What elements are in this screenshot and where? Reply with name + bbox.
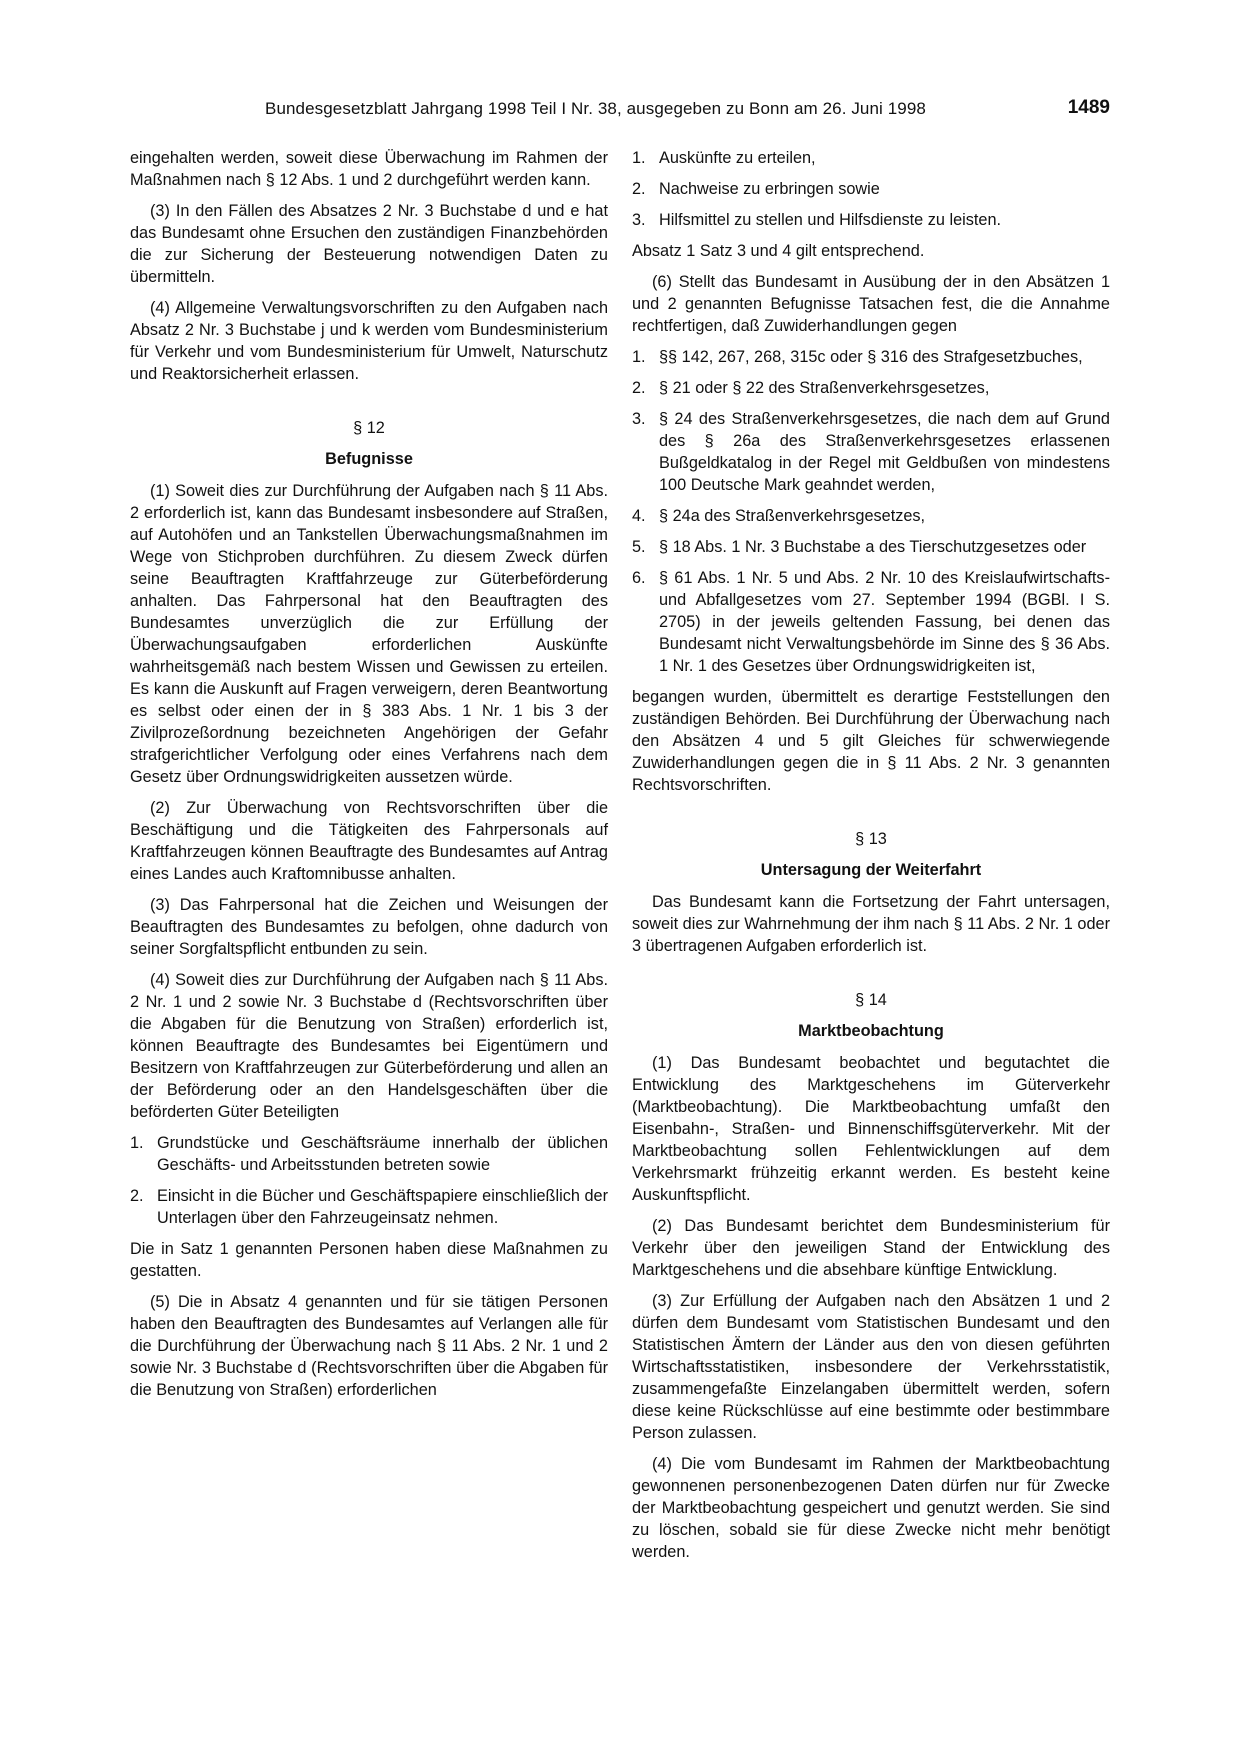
paragraph-13: Das Bundesamt kann die Fortsetzung der Fahrt untersagen, soweit dies zur Wahrnehmung der ihm nach § 11 Abs. 2 Nr. 1 oder 3 übertragenen Aufgaben erforderlich ist. <box>632 893 1110 955</box>
page-number: 1489 <box>1067 97 1110 118</box>
list-item-number: 1. <box>130 1134 144 1152</box>
paragraph-14-1: (1) Das Bundesamt beobachtet und begutachtet die Entwicklung des Marktgeschehens im Güterverkehr (Marktbeobachtung). Die Marktbeobachtung umfaßt den Eisenbahn-, Straßen- und Binnenschiffsgüterverkehr. Mit der Marktbeobachtung sollen Fehlentwicklungen auf dem Verkehrsmarkt frühzeitig erkannt werden. Es besteht keine Auskunftspflicht. <box>632 1054 1110 1204</box>
list-item <box>632 536 1110 558</box>
list-item-text: § 18 Abs. 1 Nr. 3 Buchstabe a des Tierschutzgesetzes oder <box>659 538 1087 556</box>
paragraph-14-2: (2) Das Bundesamt berichtet dem Bundesministerium für Verkehr über den jeweiligen Stand der Entwicklung des Marktgeschehens und die absehbare künftige Entwicklung. <box>632 1217 1110 1279</box>
list-item-text: § 61 Abs. 1 Nr. 5 und Abs. 2 Nr. 10 des Kreislaufwirtschafts- und Abfallgesetzes vom 27. September 1994 (BGBl. I S. 2705) in der jeweils geltenden Fassung, bei denen das Bundesamt nicht Verwaltungsbehörde im Sinne des § 36 Abs. 1 Nr. 1 des Gesetzes über Ordnungswidrigkeiten ist, <box>659 569 1110 675</box>
list-item-number: 6. <box>632 569 646 587</box>
list-item <box>130 1185 608 1229</box>
list-item-number: 5. <box>632 538 646 556</box>
list-item-text: Auskünfte zu erteilen, <box>659 149 816 167</box>
list-item-text: § 24 des Straßenverkehrsgesetzes, die nach dem auf Grund des § 26a des Straßenverkehrsgesetzes erlassenen Bußgeldkatalog in der Regel mit Geldbußen von mindestens 100 Deutsche Mark geahndet werden, <box>659 410 1110 494</box>
paragraph-12-4: (4) Soweit dies zur Durchführung der Aufgaben nach § 11 Abs. 2 Nr. 1 und 2 sowie Nr. 3 Buchstabe d (Rechtsvorschriften über die Abgaben für die Benutzung von Straßen) erforderlich ist, können Beauftragte des Bundesamtes bei Eigentümern und Besitzern von Kraftfahrzeugen zur Güterbeförderung und allen an der Beförderung oder an den Handelsgeschäften über die beförderten Güter Beteiligten <box>130 971 608 1121</box>
right-column <box>632 147 1110 1572</box>
paragraph-12-6-after: begangen wurden, übermittelt es derartige Feststellungen den zuständigen Behörden. Bei Durchführung der Überwachung nach den Absätzen 4 und 5 gilt Gleiches für schwerwiegende Zuwiderhandlungen gegen die in § 11 Abs. 2 Nr. 3 genannten Rechtsvorschriften. <box>632 688 1110 794</box>
section-13-title: Untersagung der Weiterfahrt <box>760 861 982 879</box>
paragraph-12-5-after: Absatz 1 Satz 3 und 4 gilt entsprechend. <box>632 242 925 260</box>
paragraph-12-1: (1) Soweit dies zur Durchführung der Aufgaben nach § 11 Abs. 2 erforderlich ist, kann das Bundesamt insbesondere auf Straßen, auf Autohöfen und an Tankstellen Überwachungsmaßnahmen im Wege von Stichproben durchführen. Zu diesem Zweck dürfen seine Beauftragten Kraftfahrzeuge zur Güterbeförderung anhalten. Das Fahrpersonal hat den Beauftragten des Bundesamtes unverzüglich die zur Erfüllung der Überwachungsaufgaben erforderlichen Auskünfte wahrheitsgemäß nach bestem Wissen und Gewissen zu erteilen. Es kann die Auskunft auf Fragen verweigern, deren Beantwortung es selbst oder einen der in § 383 Abs. 1 Nr. 1 bis 3 der Zivilprozeßordnung bezeichneten Angehörigen der Gefahr strafgerichtlicher Verfolgung oder eines Verfahrens nach dem Gesetz über Ordnungswidrigkeiten aussetzen würde. <box>130 482 608 786</box>
section-14-number: § 14 <box>855 991 887 1009</box>
paragraph-14-3: (3) Zur Erfüllung der Aufgaben nach den Absätzen 1 und 2 dürfen dem Bundesamt vom Statistischen Bundesamt und den Statistischen Ämtern der Länder aus den von diesen geführten Wirtschaftsstatistiken, insbesondere der Verkehrsstatistik, zusammengefaßte Einzelangaben übermittelt werden, sofern diese keine Rückschlüsse auf eine bestimmte oder bestimmbare Person zulassen. <box>632 1292 1110 1442</box>
list-item-number: 1. <box>632 149 646 167</box>
paragraph-12-6: (6) Stellt das Bundesamt in Ausübung der in den Absätzen 1 und 2 genannten Befugnisse Tatsachen fest, die die Annahme rechtfertigen, daß Zuwiderhandlungen gegen <box>632 273 1110 335</box>
list-item-text: § 21 oder § 22 des Straßenverkehrsgesetzes, <box>659 379 990 397</box>
list-item <box>130 1132 608 1176</box>
list-item-number: 3. <box>632 211 646 229</box>
list-item-text: Einsicht in die Bücher und Geschäftspapiere einschließlich der Unterlagen über den Fahrzeugeinsatz nehmen. <box>157 1187 608 1227</box>
list-item <box>632 178 1110 200</box>
list-item-number: 2. <box>632 180 646 198</box>
paragraph-11-4: (4) Allgemeine Verwaltungsvorschriften zu den Aufgaben nach Absatz 2 Nr. 3 Buchstabe j und k werden vom Bundesministerium für Verkehr und vom Bundesministerium für Umwelt, Naturschutz und Reaktorsicherheit erlassen. <box>130 299 608 383</box>
list-item <box>632 408 1110 496</box>
paragraph-12-6-list <box>632 346 1110 677</box>
list-item <box>632 147 1110 169</box>
paragraph-12-3: (3) Das Fahrpersonal hat die Zeichen und Weisungen der Beauftragten des Bundesamtes zu befolgen, ohne dadurch von seiner Sorgfaltspflicht entbunden zu sein. <box>130 896 608 958</box>
list-item-number: 3. <box>632 410 646 428</box>
list-item-text: Nachweise zu erbringen sowie <box>659 180 880 198</box>
section-14-title: Marktbeobachtung <box>798 1022 944 1040</box>
list-item-number: 1. <box>632 348 646 366</box>
list-item <box>632 346 1110 368</box>
list-item-text: Grundstücke und Geschäftsräume innerhalb der üblichen Geschäfts- und Arbeitsstunden betreten sowie <box>157 1134 608 1174</box>
paragraph-12-5-list <box>632 147 1110 231</box>
paragraph-12-2: (2) Zur Überwachung von Rechtsvorschriften über die Beschäftigung und die Tätigkeiten des Fahrpersonals auf Kraftfahrzeugen können Beauftragte des Bundesamtes auf Antrag eines Landes auch Kraftomnibusse anhalten. <box>130 799 608 883</box>
page-header <box>130 99 1110 127</box>
list-item-number: 2. <box>130 1187 144 1205</box>
paragraph-12-5: (5) Die in Absatz 4 genannten und für sie tätigen Personen haben den Beauftragten des Bundesamtes auf Verlangen alle für die Durchführung der Überwachung nach § 11 Abs. 2 Nr. 1 und 2 sowie Nr. 3 Buchstabe d (Rechtsvorschriften über die Abgaben für die Benutzung von Straßen) erforderlichen <box>130 1293 608 1399</box>
list-item <box>632 567 1110 677</box>
section-12-number: § 12 <box>353 419 385 437</box>
paragraph-continuation: eingehalten werden, soweit diese Überwachung im Rahmen der Maßnahmen nach § 12 Abs. 1 und 2 durchgeführt werden kann. <box>130 149 608 189</box>
list-item-number: 4. <box>632 507 646 525</box>
list-item <box>632 209 1110 231</box>
header-title: Bundesgesetzblatt Jahrgang 1998 Teil I Nr. 38, ausgegeben zu Bonn am 26. Juni 1998 <box>265 99 926 118</box>
list-item-text: §§ 142, 267, 268, 315c oder § 316 des Strafgesetzbuches, <box>659 348 1083 366</box>
list-item-text: § 24a des Straßenverkehrsgesetzes, <box>659 507 926 525</box>
paragraph-11-3: (3) In den Fällen des Absatzes 2 Nr. 3 Buchstabe d und e hat das Bundesamt ohne Ersuchen den zuständigen Finanzbehörden die zur Sicherung der Besteuerung notwendigen Daten zu übermitteln. <box>130 202 608 286</box>
list-item-number: 2. <box>632 379 646 397</box>
paragraph-12-4-after: Die in Satz 1 genannten Personen haben diese Maßnahmen zu gestatten. <box>130 1240 608 1280</box>
list-item <box>632 505 1110 527</box>
paragraph-12-4-list <box>130 1132 608 1229</box>
list-item-text: Hilfsmittel zu stellen und Hilfsdienste zu leisten. <box>659 211 1002 229</box>
section-12-title: Befugnisse <box>325 450 413 468</box>
section-13-number: § 13 <box>855 830 887 848</box>
paragraph-14-4: (4) Die vom Bundesamt im Rahmen der Marktbeobachtung gewonnenen personenbezogenen Daten dürfen nur für Zwecke der Marktbeobachtung gespeichert und genutzt werden. Sie sind zu löschen, sobald sie für diese Zwecke nicht mehr benötigt werden. <box>632 1455 1110 1561</box>
left-column <box>130 147 608 1410</box>
list-item <box>632 377 1110 399</box>
